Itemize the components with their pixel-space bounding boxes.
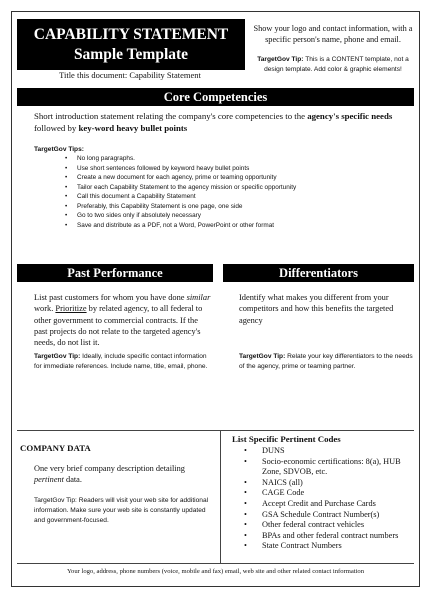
code-item: • GSA Schedule Contract Number(s) (230, 510, 418, 521)
title-banner (17, 19, 245, 70)
past-performance-tip (34, 352, 212, 372)
core-intro-text: Short introduction statement relating the company's core competencies to the (34, 111, 308, 121)
core-tip-item: • Go to two sides only if absolutely necessary (65, 211, 405, 221)
code-item: • Accept Credit and Purchase Cards (230, 499, 418, 510)
core-tip-item: • Use short sentences followed by keyword heavy bullet points (65, 164, 405, 174)
differentiators-banner (223, 264, 414, 282)
footer-contact: Your logo, address, phone numbers (voice, mobile and fax) email, web site and other related contact information (66, 568, 365, 575)
past-performance-banner (17, 264, 213, 282)
core-competencies-banner (17, 88, 414, 106)
core-tip-item: • Preferably, this Capability Statement is one page, one side (65, 202, 405, 212)
core-competencies-heading: Core Competencies (163, 90, 268, 104)
codes-list (230, 446, 418, 552)
footer-divider (17, 563, 414, 564)
past-tip-text: Ideally, include specific contact information for immediate references. Include name, title, email, phone. (34, 353, 208, 370)
core-intro (34, 110, 408, 134)
column-divider (220, 430, 221, 563)
code-item: • Socio-economic certifications: 8(a), HUB Zone, SDVOB, etc. (230, 457, 418, 478)
past-text-2: work. (34, 304, 56, 314)
core-tip-item: • Tailor each Capability Statement to the agency mission or specific opportunity (65, 183, 405, 193)
core-tips-list (65, 154, 405, 230)
differentiators-text: Identify what makes you different from your competitors and how this benefits the targeted agency (239, 293, 394, 325)
past-text-1: List past customers for whom you have done (34, 293, 187, 302)
core-tip-item: • Create a new document for each agency, prime or teaming opportunity (65, 173, 405, 183)
title-line-1: CAPABILITY STATEMENT (33, 26, 229, 43)
company-desc-text-2: data. (63, 475, 82, 484)
past-tip-label: TargetGov Tip: (34, 353, 81, 360)
tip-label: TargetGov Tip: (257, 56, 304, 63)
section-divider (17, 430, 414, 431)
capability-statement-page (11, 11, 420, 587)
core-intro-text-2: followed by (34, 123, 79, 133)
core-tip-item: • No long paragraphs. (65, 154, 405, 164)
company-tip: TargetGov Tip: Readers will visit your web site for additional information. Make sure your web site is constantly updated and government-focused. (34, 497, 209, 524)
differentiators-tip (239, 352, 415, 372)
core-intro-bold: agency's specific needs (307, 111, 393, 121)
company-desc-text: One very brief company description detailing (34, 464, 185, 473)
diff-tip-label: TargetGov Tip: (239, 353, 286, 360)
past-text-3: by related agency, to all federal to other government to commercial contracts. If the past projects do not relate to the targeted agency's needs, do not list it. (34, 304, 203, 348)
code-item: • BPAs and other federal contract numbers (230, 531, 418, 542)
company-desc-italic: pertinent (34, 475, 64, 484)
tip-text: This is a CONTENT template, not a design template. Add color & graphic elements! (264, 56, 409, 73)
content-template-tip (248, 55, 418, 75)
title-line-2: Sample Template (73, 46, 189, 63)
codes-heading: List Specific Pertinent Codes (232, 434, 341, 444)
code-item: • Other federal contract vehicles (230, 520, 418, 531)
code-item: • State Contract Numbers (230, 541, 418, 552)
past-text-italic: similar (186, 293, 211, 302)
logo-contact-note: Show your logo and contact information, with a specific person's name, phone and email. (253, 24, 413, 44)
past-performance-text (34, 292, 212, 348)
company-data-heading: COMPANY DATA (20, 443, 91, 453)
core-intro-bold-2: key-word heavy bullet points (78, 123, 188, 133)
past-performance-heading: Past Performance (67, 266, 163, 280)
past-text-underline: Prioritize (55, 304, 87, 314)
diff-tip-text: Relate your key differentiators to the needs of the agency, prime or teaming partner. (239, 353, 413, 370)
code-item: • NAICS (all) (230, 478, 418, 489)
core-tip-item: • Call this document a Capability Statement (65, 192, 405, 202)
code-item: • CAGE Code (230, 488, 418, 499)
document-title-note: Title this document: Capability Statement (59, 70, 201, 80)
core-tips-label: TargetGov Tips: (34, 146, 84, 153)
company-description (34, 463, 214, 485)
differentiators-heading: Differentiators (279, 266, 358, 280)
code-item: • DUNS (230, 446, 418, 457)
core-tip-item: • Save and distribute as a PDF, not a Word, PowerPoint or other format (65, 221, 405, 231)
